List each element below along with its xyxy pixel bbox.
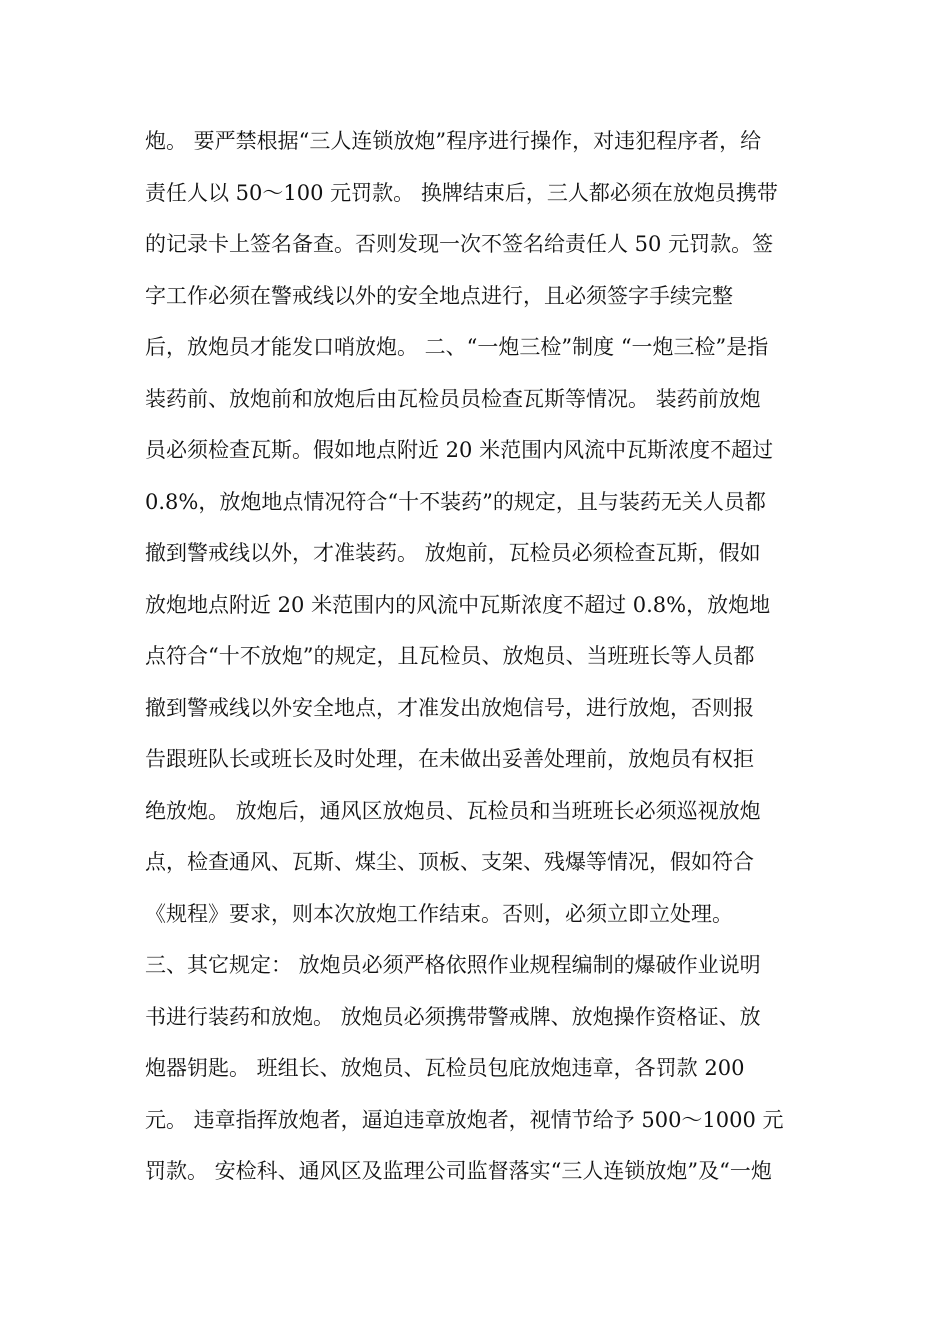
text-line: 罚款。 安检科、通风区及监理公司监督落实“三人连锁放炮”及“一炮 bbox=[145, 1159, 772, 1183]
text-line: 炮器钥匙。 班组长、放炮员、瓦检员包庇放炮违章，各罚款 200 bbox=[145, 1056, 745, 1080]
body-text bbox=[145, 116, 825, 1198]
text-line: 撤到警戒线以外，才准装药。 放炮前，瓦检员必须检查瓦斯，假如 bbox=[145, 541, 761, 565]
text-line: 后，放炮员才能发口哨放炮。 二、“一炮三检”制度 “一炮三检”是指 bbox=[145, 335, 769, 359]
text-line: 炮。 要严禁根据“三人连锁放炮”程序进行操作，对违犯程序者，给 bbox=[145, 129, 762, 153]
text-line: 点符合“十不放炮”的规定，且瓦检员、放炮员、当班班长等人员都 bbox=[145, 644, 755, 668]
text-line: 三、其它规定： 放炮员必须严格依照作业规程编制的爆破作业说明 bbox=[145, 953, 761, 977]
text-line: 员必须检查瓦斯。假如地点附近 20 米范围内风流中瓦斯浓度不超过 bbox=[145, 438, 774, 462]
text-line: 0.8%，放炮地点情况符合“十不装药”的规定，且与装药无关人员都 bbox=[145, 489, 766, 514]
text-line: 《规程》要求，则本次放炮工作结束。否则，必须立即立处理。 bbox=[145, 901, 733, 926]
text-line: 的记录卡上签名备查。否则发现一次不签名给责任人 50 元罚款。签 bbox=[145, 232, 774, 256]
text-line: 书进行装药和放炮。 放炮员必须携带警戒牌、放炮操作资格证、放 bbox=[145, 1004, 761, 1029]
text-line: 告跟班队长或班长及时处理，在未做出妥善处理前，放炮员有权拒 bbox=[145, 747, 754, 771]
text-line: 绝放炮。 放炮后，通风区放炮员、瓦检员和当班班长必须巡视放炮 bbox=[145, 798, 761, 823]
text-line: 撤到警戒线以外安全地点，才准发出放炮信号，进行放炮，否则报 bbox=[145, 695, 754, 720]
text-line: 放炮地点附近 20 米范围内的风流中瓦斯浓度不超过 0.8%，放炮地 bbox=[145, 592, 771, 617]
text-line: 元。 违章指挥放炮者，逼迫违章放炮者，视情节给予 500～1000 元 bbox=[145, 1107, 784, 1132]
text-line: 字工作必须在警戒线以外的安全地点进行，且必须签字手续完整 bbox=[145, 283, 733, 308]
text-line: 责任人以 50～100 元罚款。 换牌结束后，三人都必须在放炮员携带 bbox=[145, 180, 778, 205]
text-line: 装药前、放炮前和放炮后由瓦检员员检查瓦斯等情况。 装药前放炮 bbox=[145, 386, 761, 411]
text-line: 点，检查通风、瓦斯、煤尘、顶板、支架、残爆等情况，假如符合 bbox=[145, 850, 754, 874]
